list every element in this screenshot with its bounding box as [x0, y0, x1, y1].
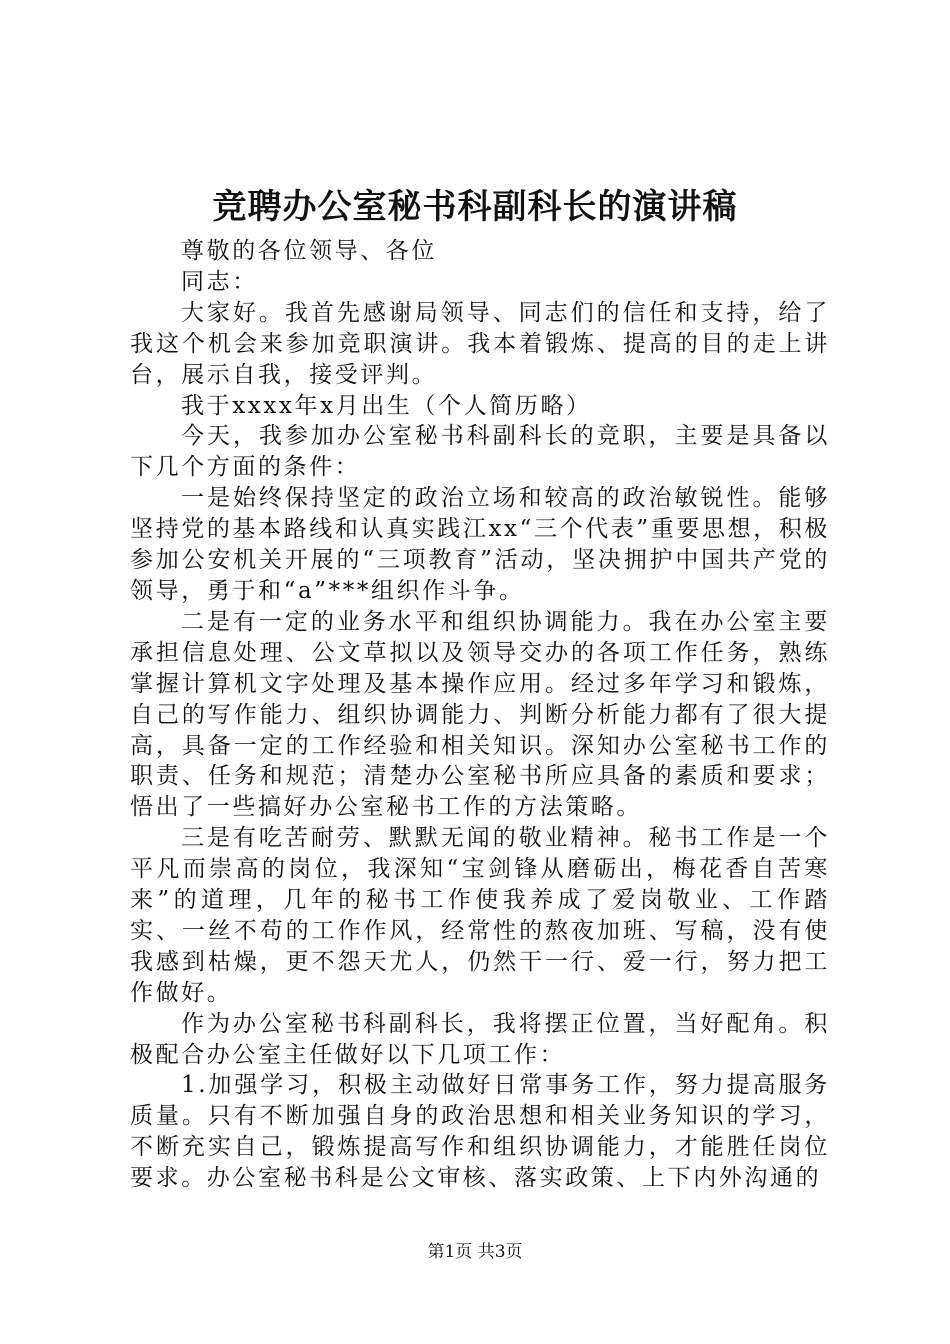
paragraph-task-1: 1.加强学习，积极主动做好日常事务工作，努力提高服务质量。只有不断加强自身的政治思想和相关业务知识的学习，不断充实自己，锻炼提高写作和组织协调能力，才能胜任岗位要求。办公室秘书科是公文审核、落实政策、上下内外沟通的: [130, 1072, 830, 1192]
paragraph-birth: 我于xxxx年x月出生（个人简历略）: [181, 392, 592, 419]
paragraph-condition-3: 三是有吃苦耐劳、默默无闻的敬业精神。秘书工作是一个平凡而崇高的岗位，我深知“宝剑锋从磨砺出，梅花香自苦寒来”的道理，几年的秘书工作使我养成了爱岗敬业、工作踏实、一丝不苟的工作作风，经常性的熬夜加班、写稿，没有使我感到枯燥，更不怨天尤人，仍然干一行、爱一行，努力把工作做好。: [130, 825, 830, 1006]
document-body: [130, 236, 830, 1194]
paragraph-condition-1: 一是始终保持坚定的政治立场和较高的政治敏锐性。能够坚持党的基本路线和认真实践江xx“三个代表”重要思想，积极参加公安机关开展的“三项教育”活动，坚决拥护中国共产党的领导，勇于和“a”***组织作斗争。: [130, 485, 830, 604]
paragraph-role-statement: 作为办公室秘书科副科长，我将摆正位置，当好配角。积极配合办公室主任做好以下几项工作：: [130, 1010, 830, 1068]
paragraph-salutation-1: 尊敬的各位领导、各位: [181, 238, 437, 264]
paragraph-greeting: 大家好。我首先感谢局领导、同志们的信任和支持，给了我这个机会来参加竞职演讲。我本着锻炼、提高的目的走上讲台，展示自我，接受评判。: [130, 299, 830, 388]
paragraph-salutation-2: 同志：: [181, 268, 258, 295]
paragraph-intro-conditions: 今天，我参加办公室秘书科副科长的竞职，主要是具备以下几个方面的条件：: [130, 423, 830, 481]
paragraph-condition-2: 二是有一定的业务水平和组织协调能力。我在办公室主要承担信息处理、公文草拟以及领导交办的各项工作任务，熟练掌握计算机文字处理及基本操作应用。经过多年学习和锻炼，自己的写作能力、组织协调能力、判断分析能力都有了很大提高，具备一定的工作经验和相关知识。深知办公室秘书工作的职责、任务和规范；清楚办公室秘书所应具备的素质和要求；悟出了一些搞好办公室秘书工作的方法策略。: [130, 608, 830, 821]
page-footer: 第1页 共3页: [427, 1242, 523, 1262]
document-title: 竞聘办公室秘书科副科长的演讲稿: [212, 187, 738, 227]
